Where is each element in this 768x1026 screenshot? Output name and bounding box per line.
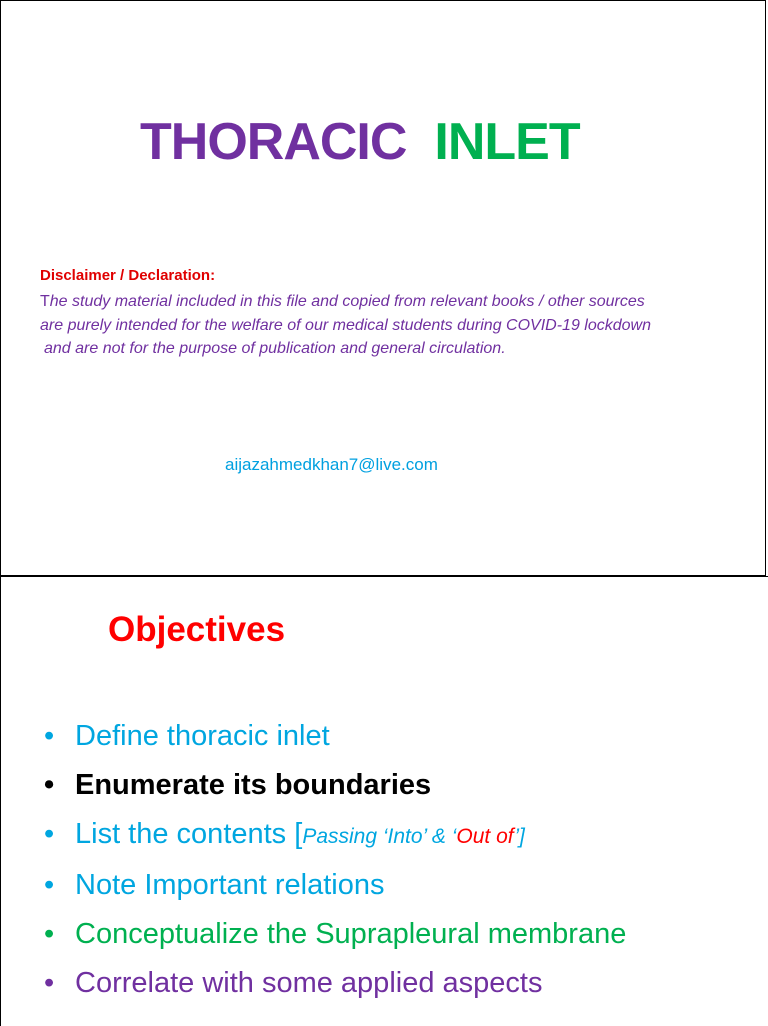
objective-subtext-red: Out of <box>456 825 515 848</box>
objective-text: Conceptualize the Suprapleural membrane <box>75 918 627 950</box>
disclaimer-line-1-text: he study material included in this file and copied from relevant books / other sources <box>49 293 645 310</box>
bullet-icon: • <box>44 967 55 999</box>
list-item <box>44 810 626 861</box>
objective-subtext: Passing ‘Into’ & ‘ <box>302 825 457 848</box>
objective-text: List the contents [ <box>75 818 303 850</box>
objective-text: Define thoracic inlet <box>75 720 330 752</box>
title-part-inlet: INLET <box>434 113 580 171</box>
objective-text: Correlate with some applied aspects <box>75 967 543 999</box>
disclaimer-initial: T <box>40 293 50 310</box>
list-item <box>44 712 626 761</box>
objectives-list <box>44 712 626 1008</box>
page-title <box>140 112 580 172</box>
objectives-heading: Objectives <box>108 610 286 649</box>
objective-text: Note Important relations <box>75 869 385 901</box>
list-item <box>44 761 626 810</box>
list-item <box>44 959 626 1008</box>
objective-text: Enumerate its boundaries <box>75 769 432 801</box>
bullet-icon: • <box>44 769 55 801</box>
disclaimer-line-2: are purely intended for the welfare of our medical students during COVID-19 lockdown <box>40 316 651 334</box>
bullet-icon: • <box>44 818 55 850</box>
objective-subtext-end: ’] <box>514 825 525 848</box>
disclaimer-heading: Disclaimer / Declaration: <box>40 267 216 284</box>
title-part-thoracic: THORACIC <box>140 113 407 171</box>
list-item <box>44 861 626 910</box>
disclaimer-line-3: and are not for the purpose of publication and general circulation. <box>44 340 506 357</box>
disclaimer-line-1 <box>40 290 740 314</box>
contact-email[interactable]: aijazahmedkhan7@live.com <box>225 455 438 474</box>
bullet-icon: • <box>44 720 55 752</box>
disclaimer-body <box>40 290 740 361</box>
bullet-icon: • <box>44 869 55 901</box>
list-item <box>44 910 626 959</box>
bullet-icon: • <box>44 918 55 950</box>
